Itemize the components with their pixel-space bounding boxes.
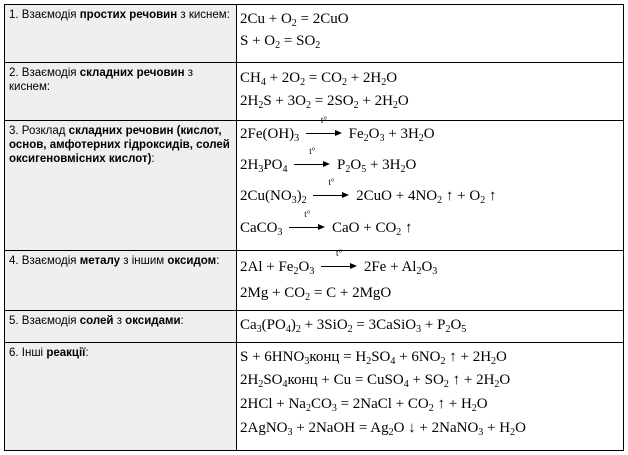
table-row [5, 115, 623, 250]
reaction-type-text: з киснем: [9, 67, 194, 93]
heat-condition-label: t° [304, 209, 311, 219]
reaction-arrow-icon [321, 248, 357, 276]
reaction-type-text: з іншим [120, 255, 168, 267]
reaction-type-text: : [180, 315, 184, 327]
equation: $2H_2S + 3O_2 = 2SO_2 + 2H_2O$ [240, 93, 409, 111]
equations-cell [237, 63, 623, 120]
equation: $2Fe(OH)_3$ t° $Fe_2O_3 + 3H_2O$ [240, 115, 435, 144]
reaction-type-emphasis: металу [79, 255, 121, 267]
reaction-type-text: 4. Взаємодія [9, 255, 80, 267]
table-row [5, 310, 623, 342]
reaction-type-text: 3. Розклад [9, 125, 69, 137]
reaction-type-emphasis: складних речовин [79, 67, 185, 79]
reaction-type-text: : [216, 255, 220, 267]
equation: $2Al + Fe_2O_3$ t° $2Fe + Al_2O_3$ [240, 248, 438, 277]
heat-condition-label: t° [309, 146, 316, 156]
equation: $S + 6HNO_3конц = H_2SO_4 + 6NO_2$ ↑ + $2H_2O$ [240, 349, 507, 367]
table-row [5, 62, 623, 120]
reaction-type-emphasis: оксидами [125, 315, 181, 327]
reaction-type-emphasis: складних речовин (кислот, основ, амфотерних гідроксидів, солей оксигеновмісних кислот) [9, 125, 230, 165]
reaction-type-emphasis: солей [79, 315, 114, 327]
equation: $Ca_3(PO_4)_2 + 3SiO_2$ = 3CaSiO$_3$ + $P_2O_5$ [240, 317, 467, 335]
reaction-type-text: : [85, 347, 89, 359]
reaction-type-text: 1. Взаємодія [9, 9, 80, 21]
reaction-type-cell [5, 63, 237, 120]
equations-cell [237, 343, 623, 450]
reaction-type-cell [5, 343, 237, 450]
table-row [5, 250, 623, 310]
reaction-arrow-icon [313, 177, 349, 205]
reaction-type-emphasis: простих речовин [79, 9, 178, 21]
reaction-type-text: : [151, 153, 155, 165]
heat-condition-label: t° [328, 177, 335, 187]
equation: $2H_2SO_4конц + Cu$ = CuSO$_4$ + $SO_2$ ↑ + $2H_2O$ [240, 372, 511, 390]
equation: $2H_3PO_4$ t° $P_2O_5 + 3H_2O$ [240, 146, 417, 175]
reaction-type-cell [5, 311, 237, 342]
reaction-arrow-icon [294, 146, 330, 174]
reaction-type-cell [5, 5, 237, 62]
table-row [5, 5, 623, 62]
reaction-arrow-icon [306, 115, 342, 143]
reaction-type-text: 2. Взаємодія [9, 67, 80, 79]
reaction-type-text: 5. Взаємодія [9, 315, 80, 327]
reactions-table [4, 4, 624, 451]
reaction-type-text: з [113, 315, 126, 327]
equation: $2Cu(NO_3)_2$ t° $2CuO + 4NO_2$ ↑ + $O_2$ ↑ [240, 177, 497, 206]
heat-condition-label: t° [336, 248, 343, 258]
equation: $2Mg + CO_2 = C + 2MgO$ [240, 285, 392, 303]
reaction-type-emphasis: реакції [46, 347, 86, 359]
equation: $2HCl + Na_2CO_3$ = 2NaCl + $CO_2$ ↑ + $H_2O$ [240, 396, 488, 414]
equation: $S + O_2 = SO_2$ [240, 33, 321, 51]
reaction-type-text: 6. Інші [9, 347, 47, 359]
equation: $2Cu + O_2 = 2CuO$ [240, 11, 349, 29]
equation: CaCO$_3$ t° CaO + $CO_2$ ↑ [240, 209, 413, 238]
equations-cell [237, 115, 623, 250]
equations-cell [237, 5, 623, 62]
reaction-type-text: з киснем: [177, 9, 230, 21]
equations-cell [237, 248, 623, 310]
reaction-type-cell [5, 251, 237, 310]
heat-condition-label: t° [320, 115, 327, 125]
reaction-type-cell [5, 121, 237, 250]
equation: 2AgNO$_3$ + 2NaOH = $Ag_2O$ ↓ + 2NaNO$_3$ + $H_2O$ [240, 420, 526, 438]
reaction-arrow-icon [289, 209, 325, 237]
equation: $CH_4 + 2O_2 = CO_2 + 2H_2O$ [240, 70, 398, 88]
equations-cell [237, 311, 623, 342]
reaction-type-emphasis: оксидом [167, 255, 217, 267]
table-row [5, 342, 623, 450]
